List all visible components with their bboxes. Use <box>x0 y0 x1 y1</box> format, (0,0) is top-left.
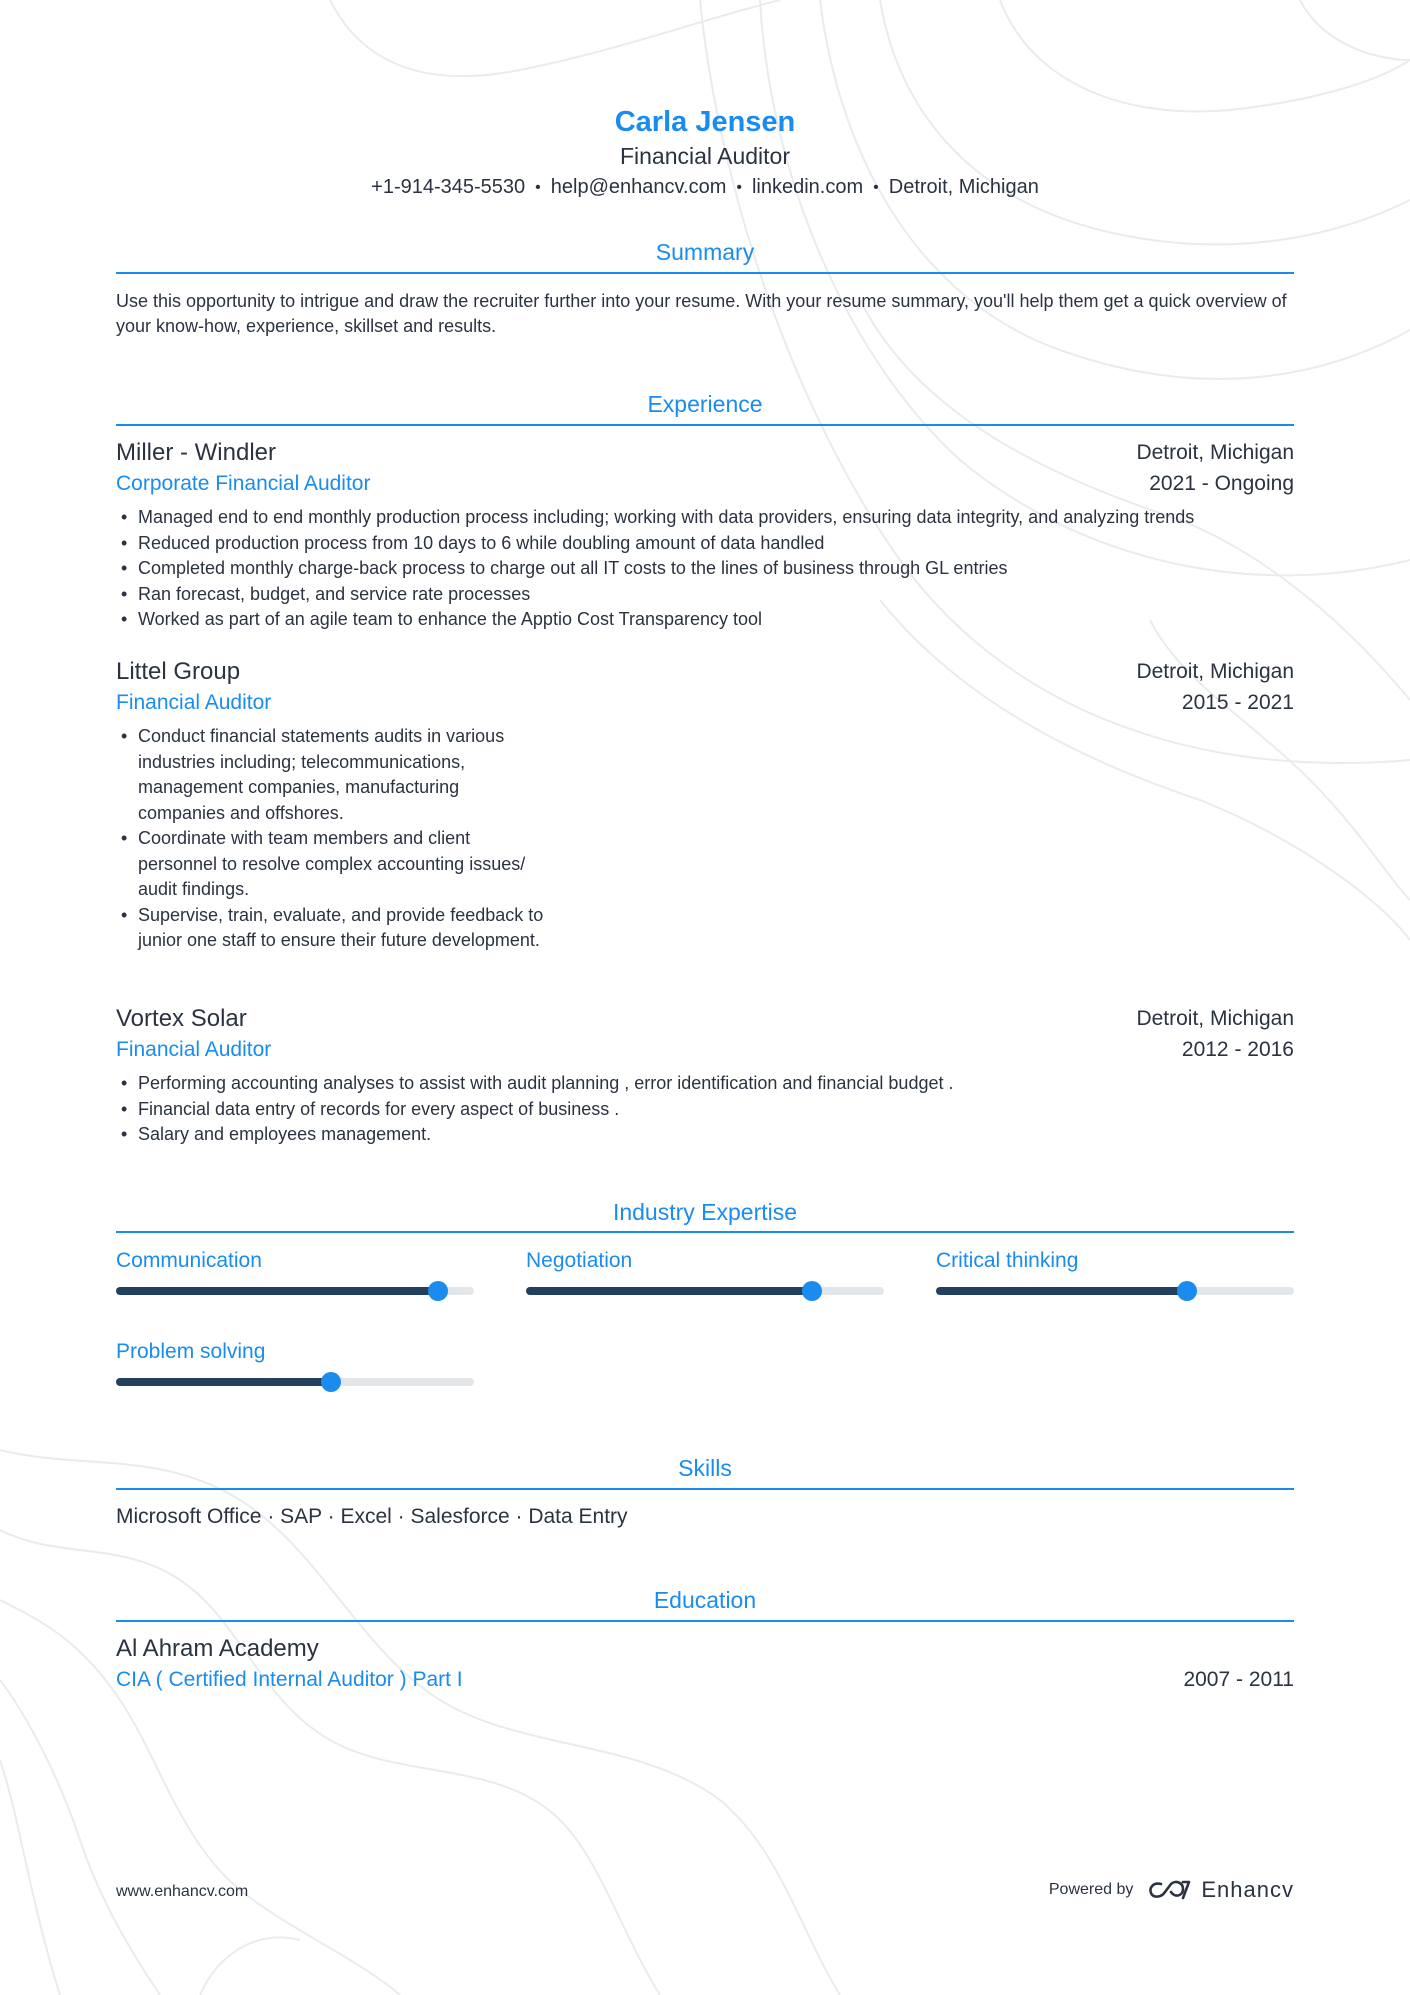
list-item: • Financial data entry of records for every aspect of business . <box>116 1097 1294 1123</box>
phone[interactable]: +1-914-345-5530 <box>371 176 526 198</box>
brand-name: Enhancv <box>1201 1877 1294 1902</box>
location: Detroit, Michigan <box>888 176 1039 198</box>
education-degree: CIA ( Certified Internal Auditor ) Part I <box>116 1668 463 1691</box>
list-item: • Performing accounting analyses to assist with audit planning , error identification and financial budget . <box>116 1071 1294 1097</box>
expertise-bar-knob <box>321 1372 341 1392</box>
job-company: Littel Group <box>116 658 241 685</box>
section-divider <box>116 1488 1294 1490</box>
expertise-bar-fill <box>526 1287 812 1295</box>
expertise-bar-knob <box>428 1281 448 1301</box>
powered-by-label: Powered by <box>1048 1881 1134 1898</box>
expertise-label: Critical thinking <box>936 1249 1079 1272</box>
education-school: Al Ahram Academy <box>116 1635 319 1662</box>
job-role: Financial Auditor <box>116 1038 272 1061</box>
powered-by <box>1049 1877 1294 1903</box>
list-item: • Completed monthly charge-back process to charge out all IT costs to the lines of business through GL entries <box>116 556 1294 582</box>
summary-text: Use this opportunity to intrigue and draw the recruiter further into your resume. With your resume summary, you'll help them get a quick overview of your know-how, experience, skillset and results. <box>116 291 1287 336</box>
resume-header <box>116 104 1294 201</box>
list-item: • Reduced production process from 10 days to 6 while doubling amount of data handled <box>116 531 1294 557</box>
job-location: Detroit, Michigan <box>1136 441 1294 464</box>
expertise-label: Communication <box>116 1249 262 1272</box>
expertise-bar-fill <box>116 1287 438 1295</box>
job-dates: 2015 - 2021 <box>1181 691 1294 714</box>
job-company: Miller - Windler <box>116 439 277 466</box>
list-item: • Worked as part of an agile team to enhance the Apptio Cost Transparency tool <box>116 607 1294 633</box>
expertise-label: Problem solving <box>116 1340 266 1363</box>
list-item: • Coordinate with team members and client personnel to resolve complex accounting issues/ audit findings. <box>116 826 546 903</box>
enhancv-logo-icon <box>1147 1878 1193 1902</box>
email[interactable]: help@enhancv.com <box>550 176 727 198</box>
expertise-label: Negotiation <box>526 1249 633 1272</box>
contact-line <box>116 174 1294 201</box>
separator-dot: • <box>873 178 879 196</box>
section-divider <box>116 1620 1294 1622</box>
candidate-title: Financial Auditor <box>619 143 791 169</box>
list-item: • Salary and employees management. <box>116 1122 1294 1148</box>
section-title-summary: Summary <box>655 239 755 265</box>
section-divider <box>116 1231 1294 1233</box>
expertise-bar <box>526 1287 884 1295</box>
resume-page <box>116 0 1294 1995</box>
job-dates: 2021 - Ongoing <box>1149 472 1294 495</box>
job-location: Detroit, Michigan <box>1136 1007 1294 1030</box>
section-title-experience: Experience <box>647 391 763 417</box>
expertise-bar-fill <box>116 1378 331 1386</box>
list-item: • Ran forecast, budget, and service rate processes <box>116 582 1294 608</box>
separator-dot: • <box>736 178 742 196</box>
list-item: • Supervise, train, evaluate, and provide feedback to junior one staff to ensure their future development. <box>116 903 546 954</box>
expertise-bar <box>116 1378 474 1386</box>
expertise-bar-knob <box>802 1281 822 1301</box>
skills-list: Microsoft Office · SAP · Excel · Salesforce · Data Entry <box>116 1505 628 1528</box>
expertise-bar <box>936 1287 1294 1295</box>
section-title-expertise: Industry Expertise <box>612 1199 798 1225</box>
job-bullets <box>116 724 546 954</box>
linkedin-link[interactable]: linkedin.com <box>751 176 864 198</box>
job-company: Vortex Solar <box>116 1005 247 1032</box>
job-dates: 2012 - 2016 <box>1181 1038 1294 1061</box>
list-item: • Managed end to end monthly production process including; working with data providers, ensuring data integrity, and analyzing trends <box>116 505 1294 531</box>
job-role: Corporate Financial Auditor <box>116 472 371 495</box>
section-title-education: Education <box>653 1587 757 1613</box>
section-divider <box>116 424 1294 426</box>
candidate-name: Carla Jensen <box>614 106 796 138</box>
expertise-bar-knob <box>1177 1281 1197 1301</box>
expertise-bar <box>116 1287 474 1295</box>
list-item: • Conduct financial statements audits in various industries including; telecommunications, management companies, manufacturing companies and offshores. <box>116 724 546 826</box>
section-divider <box>116 272 1294 274</box>
job-role: Financial Auditor <box>116 691 272 714</box>
job-bullets <box>116 1071 1294 1148</box>
footer-website-link[interactable]: www.enhancv.com <box>116 1883 249 1900</box>
brand-logo[interactable] <box>1147 1877 1294 1903</box>
expertise-bar-fill <box>936 1287 1187 1295</box>
section-title-skills: Skills <box>678 1455 732 1481</box>
job-bullets <box>116 505 1294 633</box>
job-location: Detroit, Michigan <box>1136 660 1294 683</box>
separator-dot: • <box>535 178 541 196</box>
education-dates: 2007 - 2011 <box>1183 1668 1294 1691</box>
